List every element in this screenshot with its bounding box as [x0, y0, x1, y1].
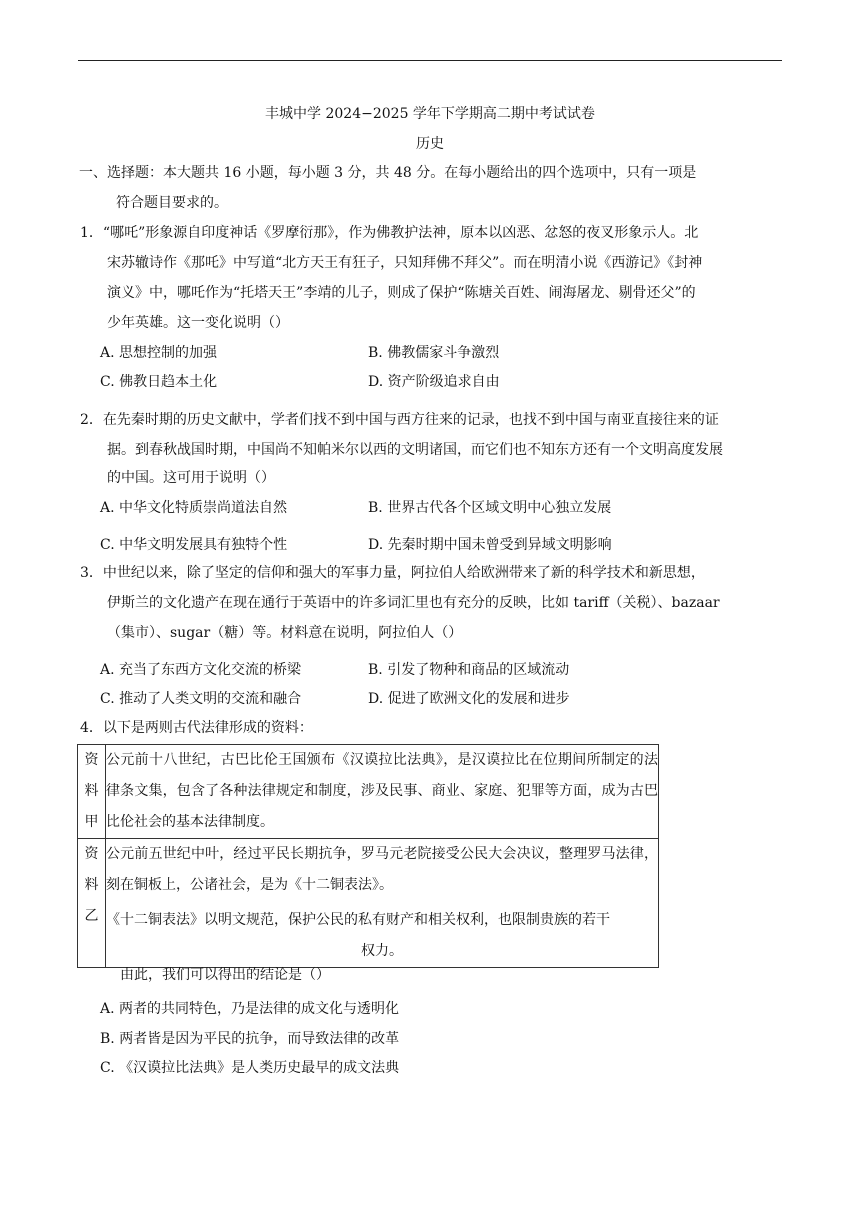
question-1-line-3: 演义》中，哪吒作为“托塔天王”李靖的儿子，则成了保护“陈塘关百姓、闹海屠龙、剔骨还父”的 — [107, 285, 696, 301]
section-heading-cont: 符合题目要求的。 — [116, 195, 228, 211]
question-4-option-b[interactable]: B. 两者皆是因为平民的抗争，而导致法律的改革 — [100, 1031, 400, 1047]
header-rule — [78, 60, 782, 61]
question-3-line-3: （集市）、sugar（糖）等。材料意在说明，阿拉伯人（） — [107, 625, 463, 641]
question-1-option-d[interactable]: D. 资产阶级追求自由 — [368, 374, 500, 390]
question-3-line-2: 伊斯兰的文化遗产在现在通行于英语中的许多词汇里也有充分的反映，比如 tariff（关税）、bazaar — [107, 595, 720, 611]
question-2-line-3: 的中国。这可用于说明（） — [107, 470, 275, 486]
question-2-option-c[interactable]: C. 中华文明发展具有独特个性 — [100, 537, 288, 553]
question-1-option-c[interactable]: C. 佛教日趋本土化 — [100, 374, 218, 390]
exam-title: 丰城中学 2024−2025 学年下学期高二期中考试试卷 — [265, 106, 595, 122]
question-1-line-4: 少年英雄。这一变化说明（） — [107, 315, 289, 331]
question-3-option-b[interactable]: B. 引发了物种和商品的区域流动 — [368, 662, 570, 678]
source-table — [77, 744, 659, 968]
source-row-a — [78, 745, 659, 839]
source-a-label: 资 料 甲 — [78, 745, 106, 839]
source-row-b — [78, 839, 659, 968]
question-4-line-1: 4．以下是两则古代法律形成的资料： — [80, 720, 313, 736]
question-3-option-d[interactable]: D. 促进了欧洲文化的发展和进步 — [368, 691, 570, 707]
section-heading: 一、选择题：本大题共 16 小题，每小题 3 分，共 48 分。在每小题给出的四个选项中，只有一项是 — [79, 165, 697, 181]
question-1-line-2: 宋苏辙诗作《那吒》中写道“北方天王有狂子，只知拜佛不拜父”。而在明清小说《西游记》《封神 — [107, 255, 703, 271]
question-2-option-b[interactable]: B. 世界古代各个区域文明中心独立发展 — [368, 500, 612, 516]
question-1-option-a[interactable]: A. 思想控制的加强 — [100, 345, 218, 361]
question-2-line-1: 2．在先秦时期的历史文献中，学者们找不到中国与西方往来的记录，也找不到中国与南亚直接往来的证 — [80, 412, 719, 428]
question-3-line-1: 3．中世纪以来，除了坚定的信仰和强大的军事力量，阿拉伯人给欧洲带来了新的科学技术和新思想， — [80, 565, 705, 581]
source-a-text: 公元前十八世纪，古巴比伦王国颁布《汉谟拉比法典》，是汉谟拉比在位期间所制定的法律条文集，包含了各种法律规定和制度，涉及民事、商业、家庭、犯罪等方面，成为古巴比伦社会的基本法律制度。 — [106, 745, 659, 839]
question-4-option-c[interactable]: C. 《汉谟拉比法典》是人类历史最早的成文法典 — [100, 1060, 400, 1076]
source-b-text: 公元前五世纪中叶，经过平民长期抗争，罗马元老院接受公民大会决议，整理罗马法律，刻在铜板上，公诸社会，是为《十二铜表法》。 《十二铜表法》以明文规范，保护公民的私有财产和相关权利，也限制贵族的若干 权力。 — [106, 839, 659, 968]
subject-title: 历史 — [416, 136, 444, 152]
question-4-option-a[interactable]: A. 两者的共同特色，乃是法律的成文化与透明化 — [100, 1001, 400, 1017]
question-3-option-a[interactable]: A. 充当了东西方文化交流的桥梁 — [100, 662, 302, 678]
question-1-option-b[interactable]: B. 佛教儒家斗争激烈 — [368, 345, 500, 361]
question-4-prompt: 由此，我们可以得出的结论是（） — [120, 967, 330, 983]
question-2-line-2: 据。到春秋战国时期，中国尚不知帕米尔以西的文明诸国，而它们也不知东方还有一个文明高度发展 — [107, 442, 723, 458]
question-1-line-1: 1．“哪吒”形象源自印度神话《罗摩衍那》，作为佛教护法神，原本以凶恶、忿怒的夜叉形象示人。北 — [80, 225, 699, 241]
source-b-label: 资 料 乙 — [78, 839, 106, 968]
question-2-option-a[interactable]: A. 中华文化特质崇尚道法自然 — [100, 500, 288, 516]
question-3-option-c[interactable]: C. 推动了人类文明的交流和融合 — [100, 691, 302, 707]
question-2-option-d[interactable]: D. 先秦时期中国未曾受到异域文明影响 — [368, 537, 612, 553]
